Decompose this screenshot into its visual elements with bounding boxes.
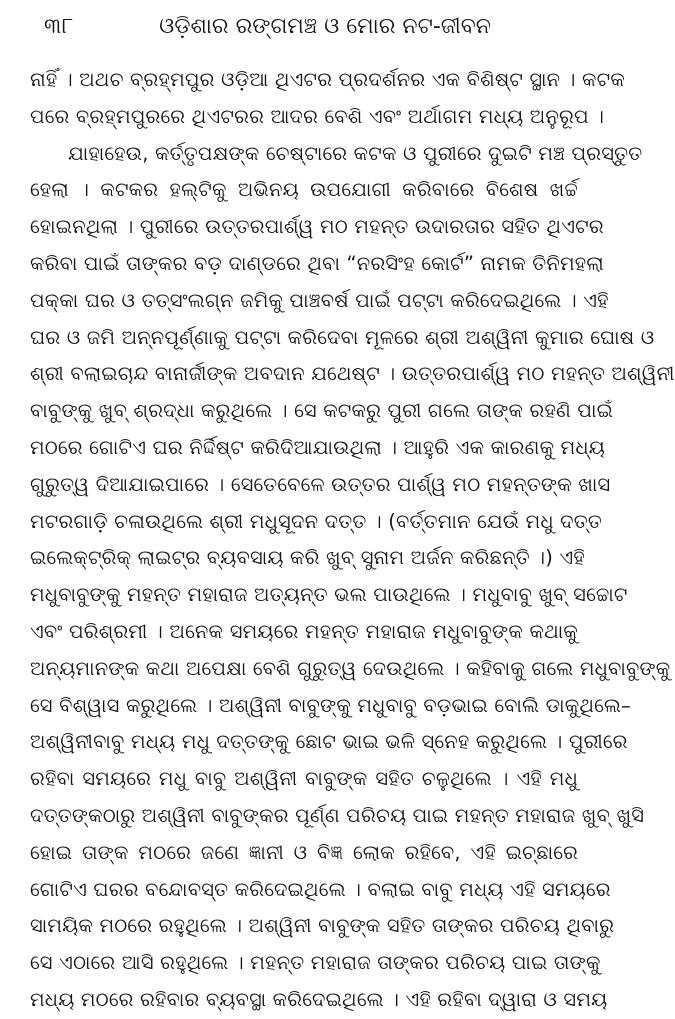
text-line: ହୋଇନଥିଲା । ପୁରୀରେ ଉତ୍ତରପାର୍ଶ୍ୱ ମଠ ମହନ୍ତ ଉଦାରତାର ସହିତ ଥିଏଟର: [30, 215, 604, 239]
text-line: ଅନ୍ୟମାନଙ୍କ କଥା ଅପେକ୍ଷା ବେଶି ଗୁରୁତ୍ୱ ଦେଉଥିଲେ । କହିବାକୁ ଗଲେ ମଧୁବାବୁଙ୍କୁ: [30, 656, 671, 680]
text-line: ହେଲା । କଟକର ହଲ୍‌ଟିକୁ ଅଭିନୟ ଉପଯୋଗୀ କରିବାରେ ବିଶେଷ ଖର୍ଚ୍ଚ: [30, 178, 578, 202]
text-line: ଯାହାହେଉ, କର୍ତ୍ତୃପକ୍ଷଙ୍କ ଚେଷ୍ଟାରେ କଟକ ଓ ପୁରୀରେ ଦୁଇଟି ମଞ୍ଚ ପ୍ରସ୍ତୁତ: [68, 141, 643, 165]
running-title: ଓଡ଼ିଶାର ରଙ୍ଗମଞ୍ଚ ଓ ମୋର ନଟ-ଜୀବନ: [159, 14, 491, 39]
text-line: ନାହିଁ । ଅଥଚ ବ୍ରହ୍ମପୁର ଓଡ଼ିଆ ଥିଏଟର ପ୍ରଦର୍ଶନର ଏକ ବିଶିଷ୍ଟ ସ୍ଥାନ । କଟକ: [30, 68, 625, 91]
body-text: [30, 62, 675, 1019]
text-line: ପରେ ବ୍ରହ୍ମପୁରରେ ଥିଏଟରର ଆଦର ବେଶି ଏବଂ ଅର୍ଥାଗମ ମଧ୍ୟ ଅନୁରୂପ ।: [30, 104, 605, 128]
text-line: ଇଲେକ୍‌ଟ୍ରିକ୍ ଲାଇଟ୍‌ର ବ୍ୟବସାୟ କରି ଖୁବ୍ ସୁନାମ ଅର୍ଜନ କରିଛନ୍ତି ।) ଏହି: [30, 546, 585, 570]
text-line: ବାବୁଙ୍କୁ ଖୁବ୍ ଶ୍ରଦ୍ଧା କରୁଥିଲେ । ସେ କଟକରୁ ପୁରୀ ଗଲେ ତାଙ୍କ ରହଣି ପାଇଁ: [30, 399, 614, 423]
text-line: ଘର ଓ ଜମି ଅନ୍ନପୂର୍ଣ୍ଣାକୁ ପଟ୍ଟା କରିଦେବା ମୂଳରେ ଶ୍ରୀ ଅଶ୍ୱିନୀ କୁମାର ଘୋଷ ଓ: [30, 325, 655, 349]
text-line: ପକ୍କା ଘର ଓ ତତ୍‌ସଂଲଗ୍ନ ଜମିକୁ ପାଞ୍ଚବର୍ଷ ପାଇଁ ପଟ୍ଟା କରିଦେଇଥିଲେ । ଏହି: [30, 288, 609, 312]
page-number: ୩୮: [44, 14, 74, 39]
text-line: ଗୁରୁତ୍ୱ ଦିଆଯାଇପାରେ । ସେତେବେଳେ ଉତ୍ତର ପାର୍ଶ୍ୱ ମଠ ମହନ୍ତଙ୍କ ଖାସ: [30, 472, 611, 496]
text-line: ମଧ୍ୟ ମଠରେ ରହିବାର ବ୍ୟବସ୍ଥା କରିଦେଇଥିଲେ । ଏହି ରହିବା ଦ୍ୱାରା ଓ ସମୟ: [30, 987, 608, 1011]
text-line: ସାମୟିକ ମଠରେ ରହୁଥିଲେ । ଅଶ୍ୱିନୀ ବାବୁଙ୍କ ସହିତ ତାଙ୍କର ପରିଚୟ ଥିବାରୁ: [30, 914, 615, 938]
text-line: ଶ୍ରୀ ବଲାଇଚାନ୍ଦ ବାନାର୍ଜୀଙ୍କ ଅବଦାନ ଯଥେଷ୍ଟ । ଉତ୍ତରପାର୍ଶ୍ୱ ମଠ ମହନ୍ତ ଅଶ୍ୱିନୀ: [30, 362, 675, 386]
text-line: ଅଶ୍ୱିନୀବାବୁ ମଧ୍ୟ ମଧୁ ଦତ୍ତଙ୍କୁ ଛୋଟ ଭାଇ ଭଳି ସ୍ନେହ କରୁଥିଲେ । ପୁରୀରେ: [30, 730, 628, 754]
text-line: ଗୋଟିଏ ଘରର ବନ୍ଦୋବସ୍ତ କରିଦେଇଥିଲେ । ବଲାଇ ବାବୁ ମଧ୍ୟ ଏହି ସମୟରେ: [30, 877, 611, 901]
text-line: ସେ ବିଶ୍ୱାସ କରୁଥିଲେ । ଅଶ୍ୱିନୀ ବାବୁଙ୍କୁ ମଧୁବାବୁ ବଡ଼ଭାଇ ବୋଲି ଡାକୁଥିଲେ–: [30, 693, 632, 717]
text-line: ଏବଂ ପରିଶ୍ରମୀ । ଅନେକ ସମୟରେ ମହନ୍ତ ମହାରାଜ ମଧୁବାବୁଙ୍କ କଥାକୁ: [30, 619, 578, 643]
text-line: ହୋଇ ତାଙ୍କ ମଠରେ ଜଣେ ଜ୍ଞାନୀ ଓ ବିଜ୍ଞ ଲୋକ ରହିବେ, ଏହି ଇଚ୍ଛାରେ: [30, 840, 578, 864]
text-line: ମଧୁବାବୁଙ୍କୁ ମହନ୍ତ ମହାରାଜ ଅତ୍ୟନ୍ତ ଭଲ ପାଉଥିଲେ । ମଧୁବାବୁ ଖୁବ୍ ସଚ୍ଚୋଟ: [30, 583, 628, 607]
page-header: [0, 0, 600, 62]
text-line: ଦତ୍ତଙ୍କଠାରୁ ଅଶ୍ୱିନୀ ବାବୁଙ୍କର ପୂର୍ଣ୍ଣ ପରିଚୟ ପାଇ ମହନ୍ତ ମହାରାଜ ଖୁବ୍ ଖୁସି: [30, 803, 645, 827]
text-line: କରିବା ପାଇଁ ତାଙ୍କର ବଡ଼ ଦାଣ୍ଡରେ ଥିବା “ନରସିଂହ କୋର୍ଟ” ନାମକ ତିନିମହଲା: [30, 251, 604, 275]
text-line: ମଟରଗାଡ଼ି ଚଳାଉଥିଲେ ଶ୍ରୀ ମଧୁସୂଦନ ଦତ୍ତ । (ବର୍ତ୍ତମାନ ଯେଉଁ ମଧୁ ଦତ୍ତ: [30, 509, 602, 533]
text-line: ରହିବା ସମୟରେ ମଧୁ ବାବୁ ଅଶ୍ୱିନୀ ବାବୁଙ୍କ ସହିତ ଚଳୁଥିଲେ । ଏହି ମଧୁ: [30, 767, 578, 791]
text-line: ମଠରେ ଗୋଟିଏ ଘର ନିର୍ଦ୍ଦିଷ୍ଟ କରିଦିଆଯାଉଥିଲା । ଆହୁରି ଏକ କାରଣକୁ ମଧ୍ୟ: [30, 435, 606, 459]
text-line: ସେ ଏଠାରେ ଆସି ରହୁଥିଲେ । ମହନ୍ତ ମହାରାଜ ତାଙ୍କର ପରିଚୟ ପାଇ ତାଙ୍କୁ: [30, 951, 601, 975]
